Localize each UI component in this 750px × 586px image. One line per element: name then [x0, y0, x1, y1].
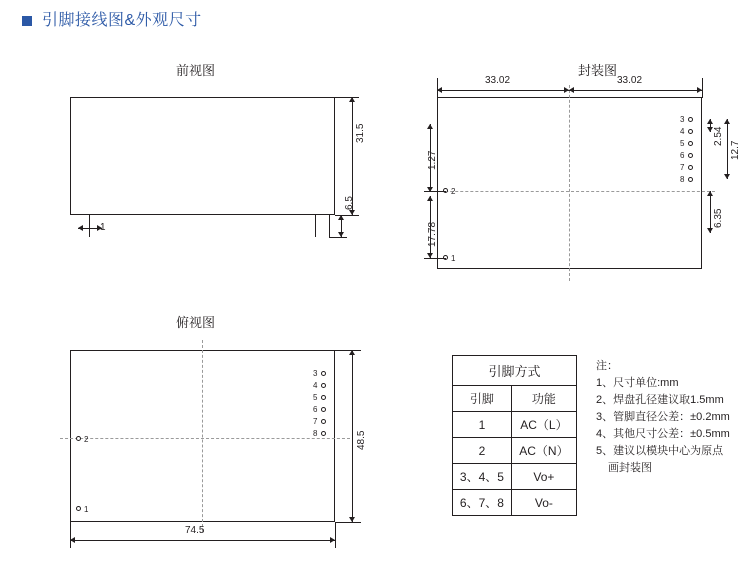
top-view-width-line: [70, 540, 335, 541]
front-view-pinw-label: 1: [100, 222, 106, 233]
table-row: [453, 356, 577, 386]
top-view-center-hline: [60, 438, 350, 439]
table-row: [453, 490, 577, 516]
package-pitch-label: 2.54: [713, 126, 724, 146]
function-cell-1: AC（L）: [511, 412, 576, 438]
function-cell-3: Vo+: [511, 464, 576, 490]
top-view-height-label: 48.5: [356, 430, 367, 450]
package-dim-top-right-line: [569, 90, 702, 91]
pin-cell-4: 6、7、8: [453, 490, 512, 516]
pin-table-col-function: 功能: [511, 386, 576, 412]
package-left-small-label: 1.27: [427, 150, 438, 170]
note-item-3: 3、管脚直径公差：±0.2mm: [596, 411, 730, 423]
function-cell-4: Vo-: [511, 490, 576, 516]
top-view-center-vline: [202, 340, 203, 532]
notes-title: 注：: [596, 360, 618, 372]
package-right-offset-label: 6.35: [713, 208, 724, 228]
table-row: [453, 412, 577, 438]
note-item-4: 4、其他尺寸公差：±0.5mm: [596, 428, 730, 440]
package-left-small-arrow-top: [427, 124, 433, 129]
top-view-height-ext-bottom: [335, 522, 361, 523]
note-item-5: 5、建议以模块中心为原点: [596, 445, 724, 457]
package-left-large-ext: [424, 258, 446, 259]
note-item-2: 2、焊盘孔径建议取1.5mm: [596, 394, 724, 406]
front-view-pin-right-a: [315, 215, 316, 237]
pin-cell-2: 2: [453, 438, 512, 464]
top-view-pad-8: [321, 431, 326, 436]
package-left-large-label: 17.78: [427, 221, 438, 247]
top-view-height-arrow-top: [349, 350, 355, 355]
front-view-pin-left: [89, 215, 90, 237]
top-view-pad-label-2: 2: [84, 435, 89, 444]
front-view-pinlen-label: 6.5: [344, 196, 355, 210]
top-view-pad-label-8: 8: [313, 429, 318, 438]
package-span-arrow-bottom: [724, 174, 730, 179]
top-view-pad-label-5: 5: [313, 393, 318, 402]
top-view-pad-1: [76, 506, 81, 511]
package-dim-tr-arrow-l: [569, 87, 574, 93]
package-pad-label-3: 3: [680, 115, 685, 124]
front-view-body: [70, 97, 335, 215]
front-view-caption: 前视图: [176, 63, 216, 78]
page-title: 引脚接线图&外观尺寸: [42, 12, 202, 29]
package-pad-5: [688, 141, 693, 146]
package-pad-label-5: 5: [680, 139, 685, 148]
top-view-width-ext-right: [335, 522, 336, 548]
top-view-width-label: 74.5: [185, 525, 205, 536]
package-pad-3: [688, 117, 693, 122]
top-view-pad-4: [321, 383, 326, 388]
package-span-line: [727, 119, 728, 179]
package-pad-4: [688, 129, 693, 134]
top-view-pad-label-6: 6: [313, 405, 318, 414]
package-pad-label-8: 8: [680, 175, 685, 184]
package-dim-top-right-label: 33.02: [617, 75, 643, 86]
package-pad-6: [688, 153, 693, 158]
package-dim-tr-arrow-r: [697, 87, 702, 93]
package-center-hline: [425, 191, 715, 192]
package-ext-right: [702, 78, 703, 98]
top-view-pad-2: [76, 436, 81, 441]
note-item-5-cont: 画封装图: [608, 462, 652, 474]
function-cell-2: AC（N）: [511, 438, 576, 464]
top-view-pad-label-3: 3: [313, 369, 318, 378]
top-view-pad-3: [321, 371, 326, 376]
top-view-caption: 俯视图: [176, 315, 216, 330]
package-dim-top-left-line: [437, 90, 569, 91]
front-view-pinlen-arrow-top: [338, 215, 344, 220]
notes-block: [596, 358, 730, 477]
front-view-pinlen-ext: [329, 237, 347, 238]
package-pad-label-6: 6: [680, 151, 685, 160]
top-view-height-arrow-bottom: [349, 517, 355, 522]
package-pad-label-2: 2: [451, 187, 456, 196]
package-span-label: 12.7: [730, 140, 741, 160]
package-pad-label-4: 4: [680, 127, 685, 136]
pin-table-title: 引脚方式: [453, 356, 577, 386]
top-view-width-ext-left: [70, 522, 71, 548]
table-row: [453, 386, 577, 412]
package-right-offset-arrow-top: [707, 191, 713, 196]
top-view-pad-label-7: 7: [313, 417, 318, 426]
top-view-pad-6: [321, 407, 326, 412]
section-header: [22, 12, 202, 30]
package-dim-top-left-label: 33.02: [485, 75, 511, 86]
front-view-height-ext-top: [335, 97, 359, 98]
top-view-width-arrow-r: [330, 537, 335, 543]
top-view-height-ext-top: [335, 350, 361, 351]
table-row: [453, 464, 577, 490]
pin-cell-1: 1: [453, 412, 512, 438]
top-view-pad-label-4: 4: [313, 381, 318, 390]
package-pad-label-1: 1: [451, 254, 456, 263]
pin-table-col-pin: 引脚: [453, 386, 512, 412]
top-view-height-line: [352, 350, 353, 522]
pin-cell-3: 3、4、5: [453, 464, 512, 490]
package-pad-label-7: 7: [680, 163, 685, 172]
top-view-width-arrow-l: [70, 537, 75, 543]
note-item-1: 1、尺寸单位:mm: [596, 377, 679, 389]
top-view-pad-5: [321, 395, 326, 400]
top-view-pad-7: [321, 419, 326, 424]
table-row: [453, 438, 577, 464]
package-pitch-arrow-top: [707, 119, 713, 124]
package-center-vline: [569, 85, 570, 281]
package-pad-8: [688, 177, 693, 182]
package-pad-7: [688, 165, 693, 170]
package-right-offset-line: [710, 191, 711, 233]
package-right-offset-arrow-bottom: [707, 228, 713, 233]
package-dim-tl-arrow-l: [437, 87, 442, 93]
package-view-caption: 封装图: [578, 63, 618, 78]
top-view-pad-label-1: 1: [84, 505, 89, 514]
pin-function-table: [452, 355, 577, 516]
package-left-small-ext: [424, 191, 446, 192]
front-view-height-label: 31.5: [355, 123, 366, 143]
front-view-pinw-arrow-l: [78, 225, 83, 231]
package-span-arrow-top: [724, 119, 730, 124]
front-view-pin-right-b: [329, 215, 330, 237]
bullet-square-icon: [22, 16, 32, 26]
package-left-large-arrow-top: [427, 196, 433, 201]
